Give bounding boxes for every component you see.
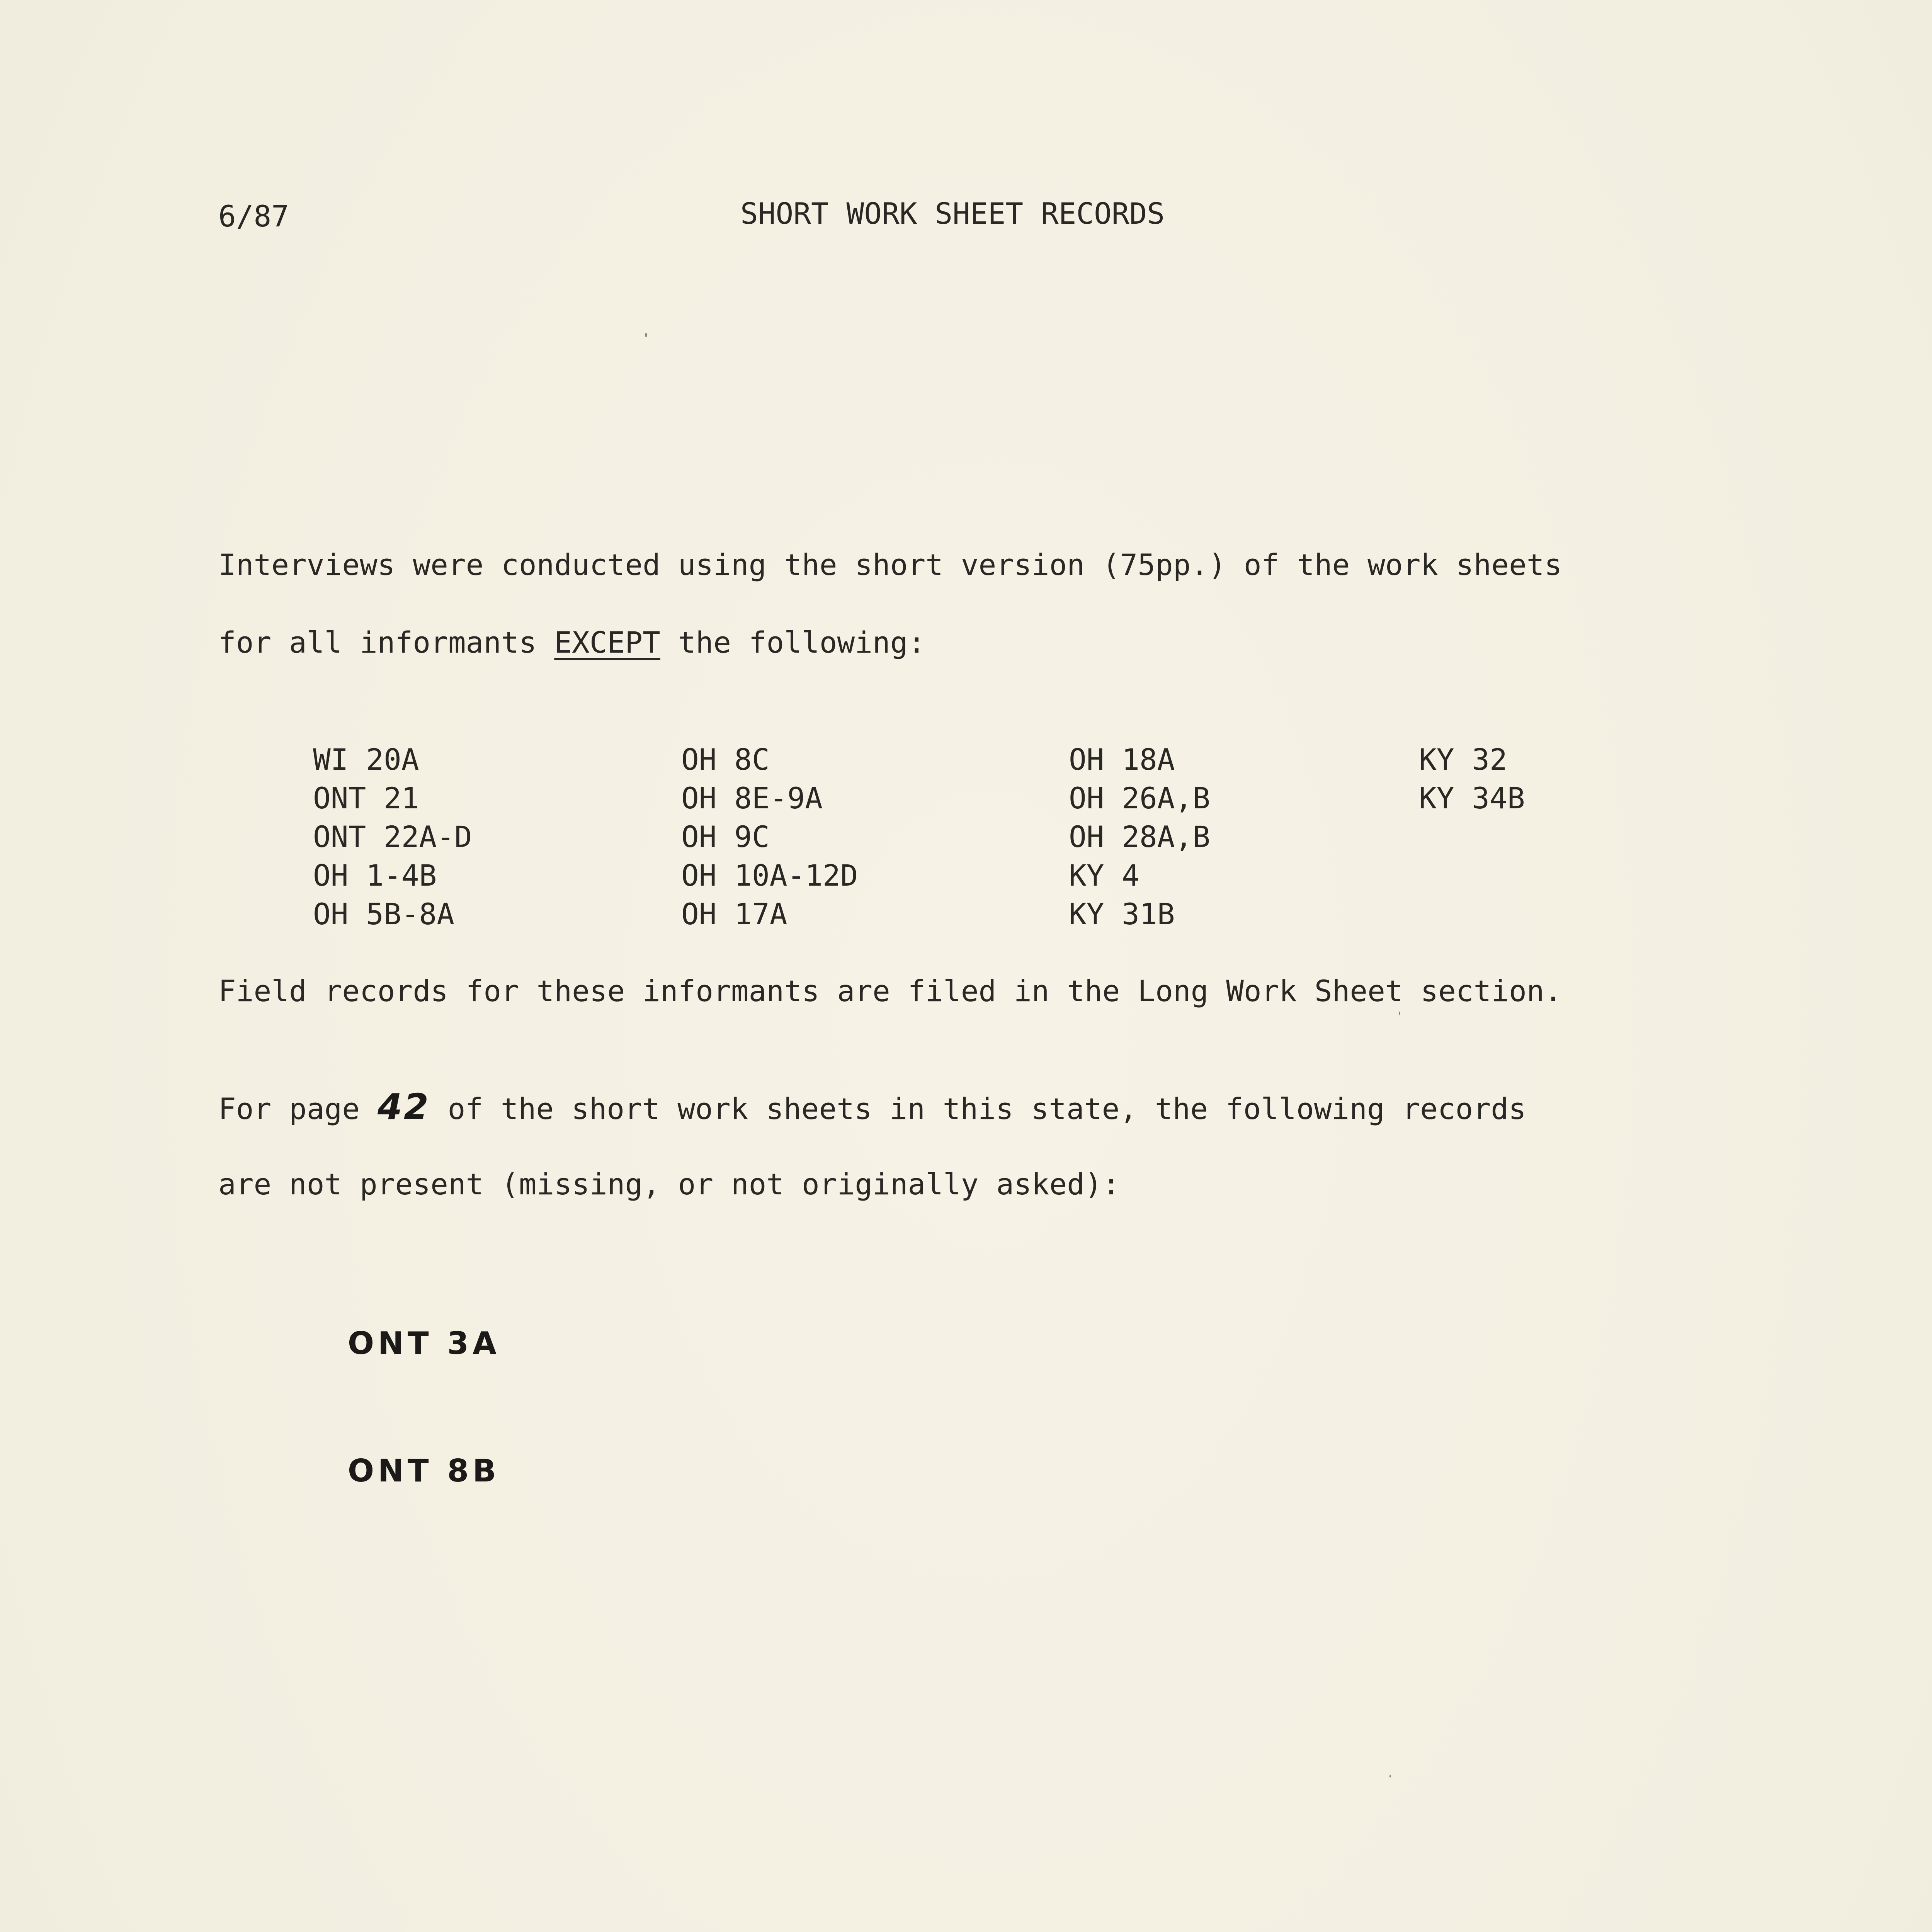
page-note-line-1	[218, 1086, 1526, 1128]
paper-speck	[645, 333, 647, 337]
intro-line-1: Interviews were conducted using the short version (75pp.) of the work sheets	[218, 548, 1562, 582]
informant-entry: ONT 22A-D	[313, 820, 472, 854]
informant-column-3	[1069, 740, 1210, 934]
informant-entry: OH 10A-12D	[681, 858, 858, 893]
page-note-end: of the short work sheets in this state, the following records	[430, 1092, 1526, 1126]
informant-entry: ONT 21	[313, 781, 419, 815]
informant-entry: OH 1-4B	[313, 858, 437, 893]
field-records-note: Field records for these informants are filed in the Long Work Sheet section.	[218, 974, 1562, 1008]
informant-entry: OH 9C	[681, 820, 770, 854]
intro-line-2-end: the following:	[660, 625, 926, 660]
informant-entry: OH 28A,B	[1069, 820, 1211, 854]
paper-speck	[1389, 1775, 1391, 1777]
informant-column-1	[313, 740, 472, 934]
handwritten-page-number: 42	[377, 1086, 430, 1128]
informant-entry: KY 4	[1069, 858, 1140, 893]
page-note-line-2: are not present (missing, or not originally asked):	[218, 1167, 1120, 1201]
except-emphasis: EXCEPT	[554, 625, 660, 660]
informant-entry: OH 8C	[681, 742, 770, 777]
informant-column-2	[681, 740, 858, 934]
informant-entry: OH 5B-8A	[313, 897, 455, 931]
informant-entry: OH 18A	[1069, 742, 1175, 777]
document-date: 6/87	[218, 199, 289, 233]
intro-line-2	[218, 625, 925, 660]
intro-line-2-start: for all informants	[218, 625, 554, 660]
missing-record-entry: ONT 3A	[348, 1325, 500, 1361]
document-title: SHORT WORK SHEET RECORDS	[740, 196, 1165, 231]
informant-entry: OH 26A,B	[1069, 781, 1211, 815]
informant-entry: KY 32	[1419, 742, 1507, 777]
missing-record-entry: ONT 8B	[348, 1453, 500, 1489]
informant-entry: KY 34B	[1419, 781, 1525, 815]
informant-column-4	[1419, 740, 1525, 818]
page-note-start: For page	[218, 1092, 378, 1126]
informant-entry: OH 8E-9A	[681, 781, 823, 815]
informant-entry: KY 31B	[1069, 897, 1175, 931]
informant-entry: WI 20A	[313, 742, 419, 777]
paper-speck	[1399, 1012, 1400, 1015]
informant-entry: OH 17A	[681, 897, 787, 931]
